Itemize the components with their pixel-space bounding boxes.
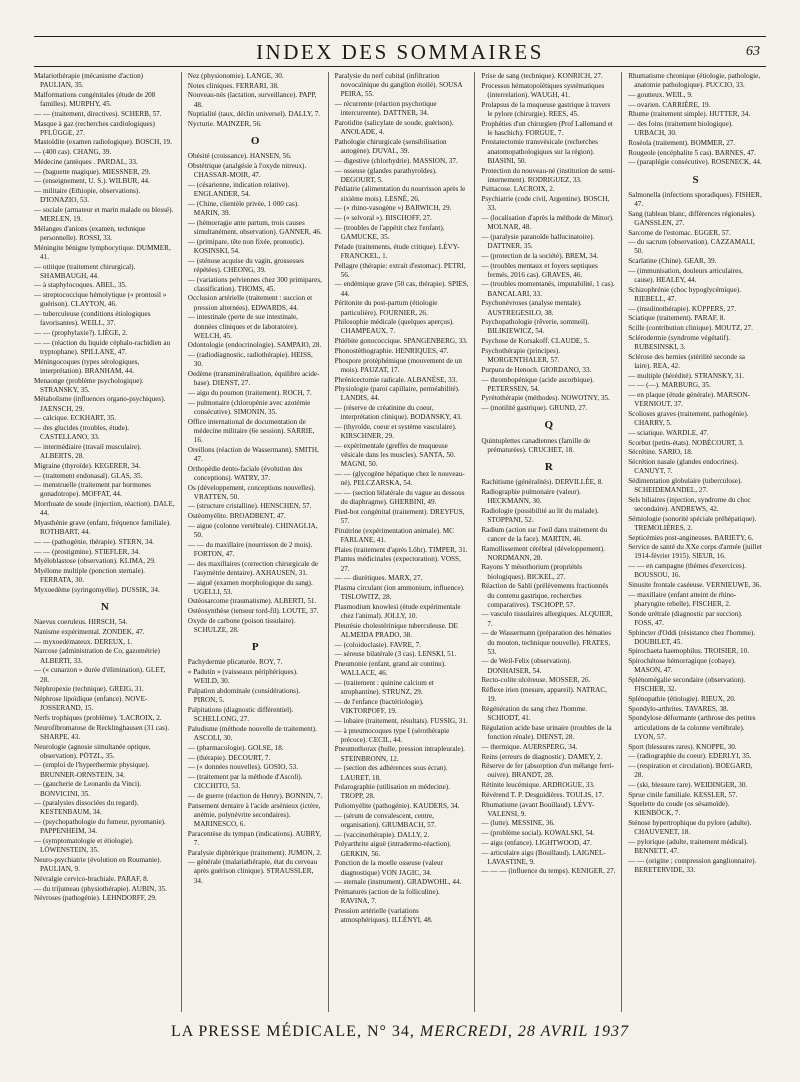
- index-entry: Pachydermie plicaturée. ROY, 7.: [187, 658, 283, 667]
- index-entry: Morrhuate de soude (injection, réaction). DALE, 44.: [34, 500, 175, 518]
- index-entry: Processus hématopoïétiques systématiques (interrelation). WAUGH, 41.: [481, 81, 605, 99]
- index-entry: Psychiatrie (code civil, Argentine). BOSCH, 33.: [481, 195, 610, 213]
- index-entry: Septicémies post-angineuses. BARIETY, 6.: [628, 533, 754, 542]
- index-entry: Nez (physionomie). LANGE, 30.: [187, 72, 284, 80]
- index-entry: — lobaire (traitement, résultats). FUSSIG, 31.: [334, 716, 468, 725]
- index-entry: — (section des adhérences sous écran). LAURET, 18.: [334, 764, 448, 782]
- index-entry: Polyarthrite aiguë (intradermo-réaction). GERKIN, 56.: [334, 840, 452, 858]
- index-entry: Nanisme expérimental. ZONDEK, 47.: [34, 628, 145, 637]
- index-entry: — (traitement : quinine calcium et strophantine). STRUNZ, 29.: [334, 679, 434, 697]
- section-letter: O: [250, 135, 260, 148]
- header-rule-bottom: [34, 66, 766, 67]
- index-entry: Réserve de fer (absorption d'un mélange ferri-ouivre). BRANDT, 28.: [481, 762, 615, 780]
- index-entry: — vasculo tissulaires allergiques. ALQUIER, 7.: [481, 610, 613, 628]
- index-entry: — (emploi de l'hyperthermie physique). BRUNNER-ORNSTEIN, 34.: [34, 761, 150, 779]
- index-entry: — de l'enfance (bactériologie). VIKTORPOFF, 19.: [334, 697, 424, 716]
- index-entry: — osseuse (glandes parathyroïdes). DEGOURT, 5.: [334, 166, 437, 184]
- index-entry: Nerfs trophiques (problème). 'LACROIX, 2.: [34, 713, 162, 722]
- index-entry: Prise de sang (technique). KONRICH, 27.: [481, 72, 603, 80]
- index-entry: — — (origine ; compression ganglionnaire). BERETERVIDE, 33.: [628, 856, 757, 875]
- index-entry: Ostéosynthèse (tenseur tord-fil). LOUTE, 37.: [187, 607, 319, 616]
- index-entry: Psychonévroses (analyse mentale). AUSTREGESILO, 38.: [481, 299, 582, 317]
- index-entry: — (vaccinothérapie). DALLY, 2.: [334, 830, 430, 839]
- index-entry: — (troubles momentanés, imputabilité, 1 cas). BANCALARI, 33.: [481, 280, 615, 298]
- index-entry: Pituitrine (expérimentation animale). MC FARLANE, 41.: [334, 526, 454, 544]
- index-entry: Oreillons (réaction de Wassermann). SMITH, 47.: [187, 445, 319, 463]
- index-entry: — (troubles mentaux et foyers septiques fermés, 2016 cas). GRAVES, 46.: [481, 261, 598, 279]
- index-entry: Ramollissement cérébral (développement). NORDMANN, 28.: [481, 544, 605, 562]
- index-entry: — (radiographie du coeur). EDERLYI, 35.: [628, 752, 752, 761]
- index-entry: — (motilité gastrique). GRUND, 27.: [481, 404, 588, 413]
- index-entry: Sédimentation globulaire (tuberculose). SCHEIDEMANDEL, 27.: [628, 476, 743, 495]
- header-rule-top: [34, 36, 766, 37]
- index-entry: — récurrente (réaction psychotique intercurrente). DATTNER, 34.: [334, 100, 437, 118]
- page-title: INDEX DES SOMMAIRES: [256, 40, 544, 64]
- index-entry: Scarlatine (Chine). GEAR, 39.: [628, 257, 717, 266]
- index-entry: — (psychopathologie du fumeur, pyromanie). PAPPENHEIM, 34.: [34, 818, 166, 836]
- index-entry: Poliomyélite (pathogénie). KAUDERS, 34.: [334, 802, 460, 811]
- index-entry: Paracentèse du tympan (indications). AUBRY, 7.: [187, 829, 322, 847]
- index-entry: Sport (blessures rares). KNOPPE, 30.: [628, 742, 737, 751]
- index-entry: Psychose de Korsakoff. CLAUDE, 5.: [481, 337, 590, 346]
- index-entry: — — diurétiques. MARX, 27.: [334, 574, 423, 583]
- index-entry: — (gaucherie de Leonardo da Vinci). BONVICINI, 35.: [34, 780, 142, 798]
- index-entry: Sprue cinile familiale. KESSLER, 57.: [628, 790, 738, 799]
- index-entry: Pelade (traitements, étude critique). LÉVY-FRANCKEL, 1.: [334, 242, 460, 260]
- index-entry: Radium (action sur l'oeil dans traitement du cancer de la face). MARTIN, 46.: [481, 525, 608, 543]
- index-entry: — (structure cristalline). HENSCHEN, 57.: [187, 502, 312, 511]
- index-entry: Salmonella (infections sporadiques). FISHER, 47.: [628, 190, 762, 208]
- index-entry: Oxyde de carbone (poison tissulaire). SCHULZE, 28.: [187, 616, 296, 635]
- index-entry: Neurologie (agnosie simultanée optique, observation). PÖTZL, 35.: [34, 742, 151, 760]
- index-entry: Paralysie du nerf cubital (infiltration novocaïnique du ganglion étoilé). SOUSA PEIRA, 55.: [334, 72, 463, 99]
- index-entry: Mastoïdite (examen radiologique). BOSCH, 19.: [34, 138, 172, 147]
- index-entry: — pulmonaire (chloropénie avec azotémie consécutive). SIMONIN, 35.: [187, 398, 311, 416]
- index-entry: — (réserve de créatinine du coeur, interprétation clinique). BODANSKY, 43.: [334, 404, 462, 422]
- section-letter: N: [100, 601, 109, 614]
- index-entry: — (insulinothérapie). KÜPPERS, 27.: [628, 304, 736, 313]
- index-entry: — militaire (Ethiopie, observations). D'IONAZIO, 53.: [34, 186, 140, 205]
- index-entry: — de Weil-Felix (observation). DONHAISER, 54.: [481, 657, 572, 675]
- index-entry: — (baguette magique). MIESSNER, 29.: [34, 167, 151, 176]
- index-entry: Pyrétothérapie (méthodes). NOWOTNY, 35.: [481, 394, 610, 403]
- index-entry: — digestive (chlorhydrie). MASSION, 37.: [334, 156, 458, 165]
- index-entry: Parotidite (salicylate de soude, guérison). ANOLADE, 4.: [334, 119, 454, 137]
- index-entry: Phonostéthographie. HENRIQUES, 47.: [334, 346, 449, 355]
- index-entry: Révérend T. P. Desguidières. TOULIS, 17.: [481, 790, 604, 799]
- index-entry: — (localisation d'après la méthode de Minor). MOLNAR, 48.: [481, 214, 614, 232]
- index-entry: Paludisme (méthode nouvelle de traitement). ASCOLI, 30.: [187, 724, 317, 743]
- index-entry: — ovarien. CARRIÈRE, 19.: [628, 100, 711, 109]
- index-entry: — intestinale (perte de sue intestinale, données cliniques et de laboratoire). WELCH, 45.: [187, 313, 298, 340]
- index-entry: Mélanges d'anions (examen, technique personnelle). ROSSI, 33.: [34, 224, 146, 242]
- index-entry: — aiguë (examen morphologique du sang). UGELLI, 53.: [187, 578, 313, 596]
- section-letter: P: [251, 641, 259, 654]
- index-entry: Pneumothorax (bulle, pression intrapleurale). STEINBRONN, 12.: [334, 745, 465, 763]
- index-entry: Psittacose. LACROIX, 2.: [481, 185, 555, 194]
- index-entry: Migraine (thyroïde). KEGERER, 34.: [34, 461, 141, 470]
- index-entry: Pleurésie cholestérinique tuberculeuse. DE ALMEIDA PRADO, 38.: [334, 621, 458, 639]
- index-entry: — (traitement par la méthode d'Ascoli). CICCHITO, 53.: [187, 772, 303, 791]
- index-entry: Prostatectomie transvésicale (recherches anatomopathologiques sur la région). BIASINI, 50.: [481, 138, 598, 165]
- index-entry: Protection du nouveau-né (institution de semi-internement). RODRIGUEZ, 33.: [481, 166, 615, 184]
- index-entry: Néphropexie (technique). GREIG, 31.: [34, 685, 144, 694]
- section-letter: R: [544, 460, 553, 473]
- index-entry: Obstétrique (analgésie à l'oxyde nitreux). CHASSAR-MOIR, 47.: [187, 162, 307, 180]
- index-entry: — otitique (traitement chirurgical). SHAMBAUGH, 44.: [34, 262, 136, 280]
- index-entry: — de Wassermann (préparation des hématies du mouton, technique nouvelle). FRATES, 53.: [481, 629, 612, 656]
- index-entry: — (paraplégie consécutive). ROSENECK, 44.: [628, 158, 762, 167]
- index-entry: Palpitations (diagnostic différentiel). SCHELLONG, 27.: [187, 706, 294, 724]
- index-entry: Physiologie (paroi capillaire, perméabilité). LANDIS, 44.: [334, 385, 460, 403]
- index-entry: Réflexe irien (mesure, appareil). NATRAC, 19.: [481, 686, 607, 704]
- index-entry: Métabolisme (influences organo-psychiques). JAENSCH, 29.: [34, 395, 166, 413]
- index-entry: Narcose (administration de Co, gazométrie) ALBERTI, 33.: [34, 647, 160, 665]
- index-entry: — (problème social). KOWALSKI, 54.: [481, 829, 595, 838]
- index-entry: Malformations congénitales (étude de 208 familles). MURPHY, 45.: [34, 90, 156, 109]
- index-entry: — (symptomatologie et étiologie). LÖWENSTEIN, 35.: [34, 837, 134, 855]
- index-entry: Rétinite leucémique. ARDROGUE, 33.: [481, 781, 595, 790]
- index-entry: — aigu du poumon (traitement). ROCH, 7.: [187, 389, 312, 397]
- index-entry: — (ski, blessure rare). WEIDINGER, 30.: [628, 780, 748, 789]
- index-entry: Philosophie médicale (quelques aperçus). CHAMPEAUX, 7.: [334, 318, 454, 336]
- index-entry: — (paralysie paranoïde hallucinatoire). DATTNER, 35.: [481, 232, 595, 251]
- index-entry: Paralysie diphtérique (traitement). JUMON, 2.: [187, 848, 322, 857]
- index-entry: — — en campagne (thèmes d'exercices). BOUSSOU, 16.: [628, 562, 747, 580]
- index-entry: — générale (malariathérapie, état du cerveau après guérison clinique). STRAUSSLER, 34.: [187, 858, 318, 885]
- index-entry: Ponction de la moelle osseuse (valeur diagnostique) VON JAGIC, 34.: [334, 859, 443, 877]
- index-entry: Méningite bénigne lymphocytique. DUMMER, 41.: [34, 243, 171, 261]
- index-entry: Obésité (croissance). HANSEN, 56.: [187, 152, 292, 161]
- journal-footer: [0, 1023, 800, 1041]
- index-entry: Malariothérapie (mécanisme d'action) PAULIAN, 35.: [34, 72, 144, 90]
- index-entry: — (coloidoclasie). FAVRE, 7.: [334, 640, 421, 649]
- index-entry: — multiple (hérédité). STRANSKY, 31.: [628, 371, 745, 380]
- section-letter: S: [692, 173, 699, 186]
- index-entry: Pansement dentaire à l'acide arsénieux (ictère, anémie, polynévrite secondaires). MARINESCO, 6.: [187, 801, 321, 828]
- index-entry: Sonde urétrale (diagnostic par succion). FOSS, 47.: [628, 609, 743, 627]
- index-entry: — des glucides (troubles, étude). CASTELLANO, 33.: [34, 424, 130, 442]
- index-entry: Plasma circulant (ion ammonium, influence). TISLOWITZ, 28.: [334, 583, 465, 602]
- index-entry: — (sténose acquise du vagin, grossesses répétées). CHEONG, 39.: [187, 256, 304, 274]
- index-entry: Sécrétion nasale (glandes endocrines). CANUYT, 7.: [628, 457, 739, 476]
- index-entry: Plantes médicinales (expectoration). VOSS, 27.: [334, 555, 461, 573]
- index-column-1: [34, 72, 181, 1012]
- index-entry: Roséola (traitement). BOMMER, 27.: [628, 138, 736, 147]
- index-entry: Myélome multiple (ponction sternale). FERRATA, 30.: [34, 567, 145, 585]
- index-entry: — sciatique. WARDLE, 47.: [628, 428, 709, 437]
- index-entry: Pellagre (thérapie: extrait d'estomac). PETRI, 56.: [334, 261, 466, 279]
- index-entry: — — du maxillaire (nourrisson de 2 mois). FORTON, 47.: [187, 540, 313, 558]
- index-entry: — du trijumeau (physiothérapie). AUBIN, 35.: [34, 884, 167, 893]
- index-column-4: [474, 72, 621, 1012]
- index-entry: — aigue (colonne vertébrale). CHINAGLIA, 50.: [187, 521, 318, 540]
- index-entry: Recto-colite ulcéreuse. MOSSER, 26.: [481, 676, 591, 685]
- index-entry: Ostéosarcome (traumatisme). ALBERTI, 51.: [187, 597, 317, 606]
- index-entry: Rhume (traitement simple). HUTTER, 34.: [628, 110, 751, 119]
- index-entry: — en plaque (étude générale). MARSON-VERNIOUT, 37.: [628, 391, 750, 409]
- index-entry: Rachitisme (généralités). DERVILLÉE, 8.: [481, 478, 603, 487]
- index-entry: — (respiration et circulation). BOEGARD, 28.: [628, 761, 753, 780]
- index-entry: Nuptialité (taux, déclin universel). DALLY, 7.: [187, 110, 321, 119]
- index-entry: Névroses (pathogénie). LEHNDORFF, 29.: [34, 894, 157, 903]
- index-entry: — (« selvoral »). BISCHOFF, 27.: [334, 214, 432, 223]
- index-entry: — — (section bilatérale du vague au dessous du diaphragme). GHERBINI, 49.: [334, 488, 465, 507]
- index-entry: « Padutin » (vaisseaux périphériques). WEILD, 30.: [187, 668, 298, 686]
- index-column-2: [181, 72, 328, 1012]
- index-entry: Phlébite gonococcique. SPANGENBERG, 33.: [334, 337, 468, 346]
- index-entry: — (thyroïde, coeur et système vasculaire). KIRSCHNER, 29.: [334, 423, 457, 441]
- index-column-5: [621, 72, 768, 1012]
- index-entry: Menaonge (problème psychologique). STRANSKY, 35.: [34, 376, 144, 394]
- index-entry: Rhumatisme chronique (étiologie, pathologie, anatomie pathologique). PUCCIO, 33.: [628, 72, 761, 90]
- index-entry: — — (traitement, directives). SCHERB, 57.: [34, 109, 162, 118]
- index-entry: Odontologie (endocrinologie). SAMPAIO, 28.: [187, 341, 322, 350]
- index-entry: Splénomégalie secondaire (observation). FISCHER, 32.: [628, 676, 746, 694]
- index-entry: Plaies (traitement d'après Lőhr). TIMPER, 31.: [334, 545, 468, 554]
- index-entry: — streptococcique hémolytique (« prontosil » guérison). CLAYTON, 46.: [34, 291, 167, 309]
- index-entry: Spirochétose hémorragique (cobaye). MASON, 47.: [628, 657, 736, 675]
- index-entry: Myxoedème (syringomyélie). DUSSIK, 34.: [34, 585, 160, 594]
- index-entry: — (traitement endonasal). GLAS, 35.: [34, 471, 143, 480]
- index-entry: Myéloblastose (observation). KLIMA, 29.: [34, 557, 156, 566]
- index-entry: Spondylo-arthrites. TAVARES, 38.: [628, 704, 729, 713]
- index-entry: Pression artérielle (variations atmosphériques). ILLÉNYI, 48.: [334, 906, 433, 925]
- index-entry: — — (prostigmine). STIEFLER, 34.: [34, 547, 141, 556]
- index-entry: Purpura de Henoch. GIORDANO, 33.: [481, 365, 592, 374]
- index-entry: — aigu (enfance). LIGHTWOOD, 47.: [481, 838, 592, 847]
- index-entry: — — (prophylaxie?). LIÈGE, 2.: [34, 328, 128, 337]
- index-entry: — (« cunarzon » durée d'élimination). GLET, 28.: [34, 666, 166, 684]
- index-entry: Nouveau-nés (lactation, surveillance). PAPP, 48.: [187, 91, 317, 109]
- index-entry: — expérimentale (greffes de muqueuse vésicale dans les muscles). SANTA, 50. MAGNI, 50.: [334, 441, 456, 469]
- index-entry: — à pneumocoques type I (sérothérapie précoce). CECIL, 44.: [334, 726, 450, 744]
- index-entry: — intermédiaire (travail musculaire). ALBERTS, 28.: [34, 442, 142, 461]
- index-entry: Orthopédie dento-faciale (évolution des conceptions). WATRY, 37.: [187, 464, 303, 482]
- index-entry: — (enseignement, U. S.). WILBUR, 44.: [34, 177, 150, 186]
- index-entry: — articulaire aigu (Bouillaud). LAIGNEL-LAVASTINE, 9.: [481, 848, 606, 866]
- index-entry: Sels biliaires (injection, syndrome du choc secondaire). ANDREWS, 42.: [628, 495, 751, 513]
- index-entry: — (primipare, tête non fixée, pronostic). KOSINSKI, 54.: [187, 237, 305, 255]
- index-entry: — (thérapie). DECOURT, 7.: [187, 753, 271, 762]
- index-entry: Péritonite du post-partum (étiologie particulière). FOURNIER, 26.: [334, 299, 438, 317]
- index-entry: — calcique. ECKHART, 35.: [34, 414, 117, 423]
- index-entry: Sphincter d'Oddi (résistance chez l'homme). DOUBILET, 45.: [628, 628, 756, 646]
- index-entry: — thrombopénique (acide ascorbique). PETERSSEN, 54.: [481, 375, 594, 393]
- index-entry: Splénopathie (étiologie). RIEUX, 20.: [628, 695, 736, 703]
- index-entry: — endémique grave (50 cas, thérapie). SPIES, 44.: [334, 280, 469, 298]
- index-entry: Masque à gaz (recherches cardiologiques) PFLÜGGE, 27.: [34, 119, 155, 137]
- index-entry: Sang (tableau blanc, différences régionales). GANSSLEN, 27.: [628, 209, 756, 227]
- index-entry: — (radiodiagnostic, radiothérapie). HEISS, 30.: [187, 351, 313, 369]
- footer-journal: LA PRESSE MÉDICALE, N° 34,: [170, 1023, 415, 1040]
- index-entry: Os (développement, conceptions nouvelles). VRATTEN, 50.: [187, 483, 316, 501]
- index-entry: — de guerre (réaction de Henry). BONNIN, 7.: [187, 791, 323, 800]
- index-entry: — goutteux. WEIL, 9.: [628, 90, 693, 99]
- index-entry: Sarcome de l'estomac. EGGER, 57.: [628, 228, 731, 237]
- index-entry: — (Chine, clientèle privée, 1 000 cas). MARIN, 39.: [187, 199, 299, 218]
- index-entry: Ostéomyélite. BROADBENT, 47.: [187, 512, 286, 521]
- index-entry: — (400 cas). CHANG, 39.: [34, 148, 112, 157]
- index-entry: — (protection de la société). BREM, 34.: [481, 251, 599, 260]
- index-entry: Sémiologie (sonorité spéciale préhépatique). TREMOLIÈRES, 2.: [628, 514, 757, 532]
- footer-date: MERCREDI, 28 AVRIL 1937: [419, 1023, 630, 1040]
- index-entry: Reins (erreurs de diagnostic). DAMEY, 2.: [481, 752, 603, 761]
- index-entry: Pied-bot congénital (traitement). DREYFUS, 57.: [334, 507, 465, 526]
- index-entry: Neuro-psychiatrie (évolution en Roumanie). PAULIAN, 9.: [34, 855, 162, 874]
- index-entry: Neurofibromatose de Recklinghausen (31 cas). SHARPE, 43.: [34, 723, 170, 741]
- index-column-3: [328, 72, 475, 1012]
- index-entry: — — (glycogène hépatique chez le nouveau-né). PELCZARSKA, 54.: [334, 470, 465, 488]
- index-entry: — (pharmacologie). GOLSE, 18.: [187, 743, 284, 752]
- index-entry: Scolioses graves (traitement, pathogénie). CHARRY, 5.: [628, 409, 749, 428]
- index-entry: Régénération du sang chez l'homme. SCHIODT, 41.: [481, 705, 588, 723]
- index-entry: — tuberculeuse (conditions étiologiques favorisantes). WEILL, 37.: [34, 310, 151, 328]
- index-entry: — (troubles de l'appétit chez l'enfant). GAMUCKE, 35.: [334, 223, 445, 241]
- index-entry: Phospore protéphémique (mouvement de un mois). PAUZAT, 17.: [334, 356, 462, 374]
- index-entry: — thermique. AUERSPERG, 34.: [481, 742, 578, 751]
- index-entry: Naevus coeruleus. HIRSCH, 54.: [34, 618, 128, 627]
- index-entry: Réaction de Sahli (prélèvements fractionnés du contenu gastrique, recherches comparatives). TSCHOPP, 57.: [481, 582, 609, 609]
- index-entry: — du sacrum (observation). CAZZAMALI, 50.: [628, 238, 755, 256]
- index-entry: — sternale (instrument). GRADWOHL, 44.: [334, 878, 462, 887]
- index-entry: Sténose hypertrophique du pylore (adulte). CHAUVENET, 18.: [628, 819, 752, 837]
- index-entry: Phrénicectomie radicale. ALBANÈSE, 33.: [334, 375, 458, 384]
- index-entry: — à staphylocoques. ABEL, 35.: [34, 281, 127, 290]
- index-entry: Sécrétine. SARIO, 18.: [628, 448, 693, 457]
- index-entry: Plasmodium knowlesi (étude expérimentale chez l'animal). JOLLY, 10.: [334, 602, 461, 621]
- index-entry: — (« rhino-vasogène ») BARWICH, 29.: [334, 204, 452, 213]
- index-entry: — pylorique (adulte, traitement médical). BENNETT, 47.: [628, 838, 748, 856]
- index-entry: Sciatique (traitement). PARAF, 8.: [628, 314, 726, 323]
- index-entry: — menstruelle (traitement par hormones gonadotrope). MOFFAT, 44.: [34, 481, 151, 499]
- index-entry: Néphrose lipoïdique (enfance). NOVE-JOSSERAND, 15.: [34, 695, 148, 713]
- index-entry: Rayons Y mésothorium (propriétés biologiques). BICKEL, 27.: [481, 563, 583, 581]
- index-entry: Occlusion artérielle (traitement : succion et pression alternées). EDWARDS, 44.: [187, 294, 313, 312]
- index-entry: — (« données nouvelles). GOSIO, 53.: [187, 763, 298, 772]
- index-entry: Sinusite frontale caséeuse. VERNIEUWE, 36.: [628, 581, 762, 590]
- index-entry: Spondylose déformante (arthrose des petites articulations de la colonne vertébrale). LYON, 57.: [628, 714, 756, 741]
- index-entry: Psychopathologie (rêverie, sommeil). BILIKIEWICZ, 54.: [481, 318, 590, 336]
- index-entry: — (lutte). MESSINE, 36.: [481, 819, 555, 828]
- index-entry: Rougeole (encéphalite 5 cas). BARNES, 47.: [628, 148, 756, 157]
- section-letter: Q: [544, 419, 554, 432]
- index-columns: [34, 72, 768, 1012]
- index-entry: — des maxillaires (correction chirurgicale de l'asymétrie dentaire). AXHAUSEN, 31.: [187, 559, 318, 577]
- index-entry: Méningocoques (types sérologiques, interprétation). BRANHAM, 44.: [34, 357, 140, 375]
- index-entry: Oedème (transminéralisation, équilibre acide-base). DIENST, 27.: [187, 370, 320, 388]
- index-entry: Service de santé du XXe corps d'armée (juillet 1914-février 1915). SIEUR, 16.: [628, 543, 762, 561]
- index-entry: Myasthénie grave (enfant, fréquence familiale). ROTHBART, 44.: [34, 519, 171, 537]
- index-entry: — (hémorragie ante partum, trois causes simultanément, observation). GANNER, 46.: [187, 218, 322, 237]
- index-entry: — — (réaction du liquide céphalo-rachidien au tryptophane). SPILLANE, 47.: [34, 338, 171, 356]
- index-entry: Psychothérapie (principes). MORGENTHALER, 57.: [481, 346, 561, 365]
- index-entry: Scille (contribution clinique). MOUTZ, 27.: [628, 324, 753, 333]
- index-entry: Pathologie chirurgicale (sensibilisation autogène). DUVAL, 39.: [334, 137, 447, 156]
- index-entry: Radiologie (possibilité au lit du malade). STOPPANI, 52.: [481, 506, 599, 524]
- index-entry: Notes cliniques. FERRARI, 38.: [187, 81, 279, 90]
- index-entry: Polarographie (utilisation en médecine). TROPP, 28.: [334, 783, 450, 801]
- index-entry: Scorbut (petits-états). NOBÉCOURT, 3.: [628, 438, 744, 447]
- index-entry: Squelette du coude (os sésamoïde). KIENBÖCK, 7.: [628, 800, 730, 818]
- index-entry: Quintuplettes canadiennes (famille de prématurées). CRUCHET, 18.: [481, 436, 591, 454]
- index-entry: Radiographie pulmonaire (valeur). HECKMANN, 30.: [481, 487, 581, 506]
- index-entry: Pneumonie (enfant, grand air continu). WALLACE, 46.: [334, 660, 446, 678]
- index-entry: — (immunisation, douleurs articulaires, cause). HEALEY, 44.: [628, 266, 743, 285]
- index-entry: — (césarienne, indication relative). ENGLANDER, 54.: [187, 181, 290, 199]
- index-entry: Sclérose des hernies (stérilité seconde sa laire). REA, 42.: [628, 352, 745, 370]
- page-number: 63: [746, 44, 760, 59]
- index-entry: Rhumatisme (avant Bouillaud). LÉVY-VALENSI, 9.: [481, 800, 595, 818]
- index-entry: — sociale (armateur et marin malade ou blessé). MERLEN, 19.: [34, 205, 174, 224]
- index-entry: — maxillaire (enfant atteint de rhino-pharyngite rebelle). FISCHER, 2.: [628, 590, 737, 608]
- index-entry: Nycturie. MAINZER, 56.: [187, 120, 262, 129]
- index-entry: — (variations pelviennes chez 300 primipares, classification). THOMS, 45.: [187, 275, 322, 293]
- index-entry: — — (pathogénie, thérapie). STERN, 34.: [34, 537, 154, 546]
- index-entry: Prolapsus de la muqueuse gastrique à travers le pylore (chirurgie). REES, 45.: [481, 100, 611, 118]
- index-entry: — myxoedémateux. DEREUX, 1.: [34, 637, 133, 646]
- index-entry: Spirochaeta haemophilus. TROISIER, 10.: [628, 647, 750, 656]
- index-entry: Prophéties d'un chirurgien (Prof Lallemand et le haschich). FORGUE, 7.: [481, 119, 613, 137]
- index-entry: — séreuse bilatérale (3 cas). LENSKI, 51.: [334, 650, 457, 659]
- index-entry: Schizophrénie (choc hypoglycémique). RIEBELL, 47.: [628, 285, 741, 303]
- index-entry: — des foins (traitement biologique). URBACH, 30.: [628, 120, 733, 138]
- index-entry: Médecine (antèques . PARDAL, 33.: [34, 157, 138, 166]
- index-entry: Prématurés (action de la folliculine). RAVINA, 7.: [334, 887, 440, 906]
- index-entry: — — — (influence du temps). KENIGER, 27.: [481, 867, 616, 876]
- index-entry: Office international de documentation de médecine militaire (6e session). SARRIE, 16.: [187, 417, 315, 445]
- index-entry: — (sérum de convalescent, centre, organisation). GRUMBACH, 57.: [334, 811, 437, 830]
- index-entry: Névralgie cervico-brachiale. PARAF, 8.: [34, 874, 149, 883]
- index-entry: Régulation acide base urinaire (troubles de la fonction rénale). DIENST, 28.: [481, 723, 612, 742]
- index-entry: — — (—). MARBURG, 35.: [628, 381, 711, 390]
- index-entry: Pédiatrie (alimentation du nourrisson après le sixième mois). LESNÉ, 26.: [334, 185, 466, 203]
- index-entry: Palpation abdominale (considérations). PIRON, 5.: [187, 687, 301, 705]
- index-entry: Sclérodermie (syndrome végétatif). RUBESINSKI, 3.: [628, 333, 731, 351]
- index-entry: — (paralysies dissociées du regard). KESTENBAUM, 34.: [34, 799, 139, 817]
